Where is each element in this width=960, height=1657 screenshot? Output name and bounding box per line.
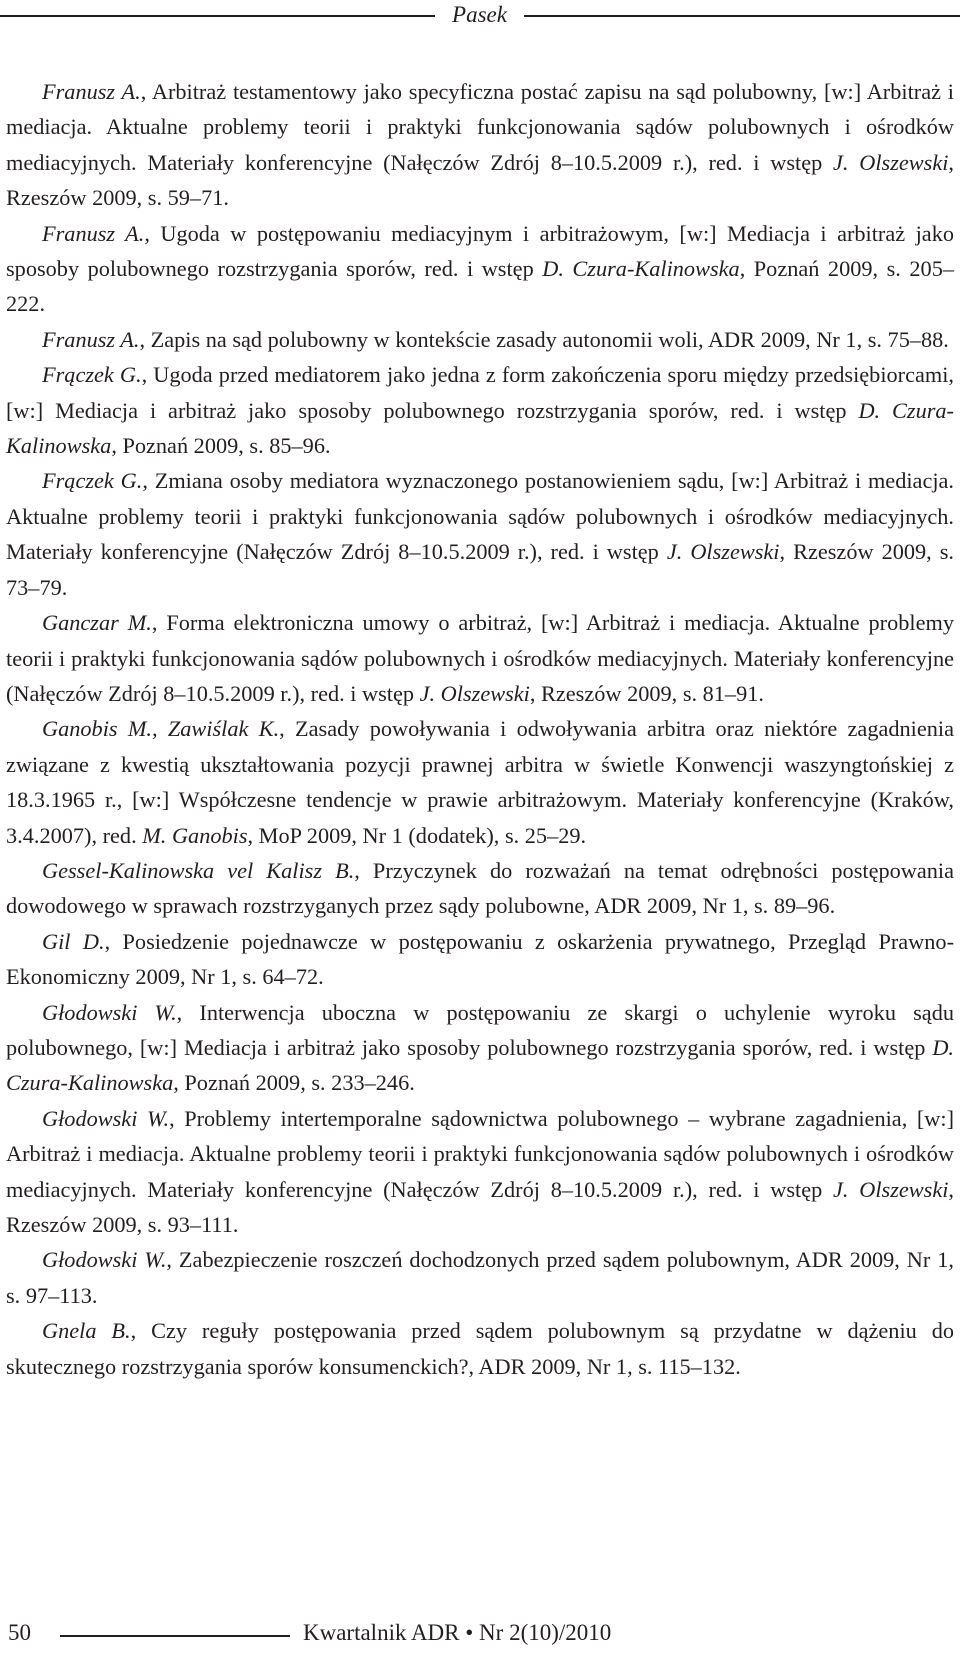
entry-editor: M. Ganobis — [142, 822, 248, 848]
entry-text: , Zasady powoływania i odwoływania arbitra oraz niektóre zagadnienia związane z kwestią ukształtowania pozycji prawnej arbitra w świetle Konwencji waszyngtońskiej z 18.3.1965 r., [w:] Współczesne tendencje w prawie arbitrażowym. Materiały konferencyjne (Kraków, 3.4.2007), red. — [6, 716, 954, 848]
entry-editor: J. Olszewski — [666, 539, 780, 565]
page-footer — [0, 1618, 960, 1654]
entry-text: , Posiedzenie pojednawcze w postępowaniu z oskarżenia prywatnego, Przegląd Prawno-Ekonomiczny 2009, Nr 1, s. 64–72. — [6, 928, 954, 990]
entry-author: Gessel-Kalinowska vel Kalisz B. — [42, 857, 355, 883]
bibliography-entry — [6, 322, 954, 357]
entry-author: Gnela B. — [42, 1318, 131, 1344]
bibliography-entry — [6, 924, 954, 995]
entry-author: Frączek G. — [42, 468, 143, 494]
bibliography-entry — [6, 216, 954, 322]
entry-author: Głodowski W. — [42, 999, 177, 1025]
journal-name: Kwartalnik ADR • Nr 2(10)/2010 — [303, 1620, 612, 1645]
entry-text: , Forma elektroniczna umowy o arbitraż, [w:] Arbitraż i mediacja. Aktualne problemy teorii i praktyki funkcjonowania sądów polubownych i ośrodków mediacyjnych. Materiały konferencyjne (Nałęczów Zdrój 8–10.5.2009 r.), red. i wstęp — [6, 610, 954, 706]
entry-author: Frączek G. — [42, 362, 142, 388]
entry-tail: , MoP 2009, Nr 1 (dodatek), s. 25–29. — [247, 822, 587, 848]
running-header — [0, 0, 960, 32]
entry-tail: , Poznań 2009, s. 85–96. — [111, 433, 331, 459]
header-rule-right — [524, 15, 960, 17]
entry-tail: , Poznań 2009, s. 233–246. — [173, 1070, 415, 1096]
bibliography-entry — [6, 711, 954, 853]
bibliography-entry — [6, 1101, 954, 1243]
entry-tail: , Rzeszów 2009, s. 73–79. — [6, 539, 955, 600]
entry-tail: , Rzeszów 2009, s. 59–71. — [6, 149, 954, 211]
bibliography-entry — [6, 605, 954, 711]
entry-author: Głodowski W. — [42, 1105, 170, 1131]
entry-editor: J. Olszewski — [419, 680, 530, 706]
entry-author: Gil D. — [42, 928, 105, 954]
entry-text: , Przyczynek do rozważań na temat odrębności postępowania dowodowego w sprawach rozstrzyganych przez sądy polubowne, ADR 2009, Nr 1, s. 89–96. — [6, 857, 954, 919]
entry-text: , Problemy intertemporalne sądownictwa polubownego – wybrane zagadnienia, [w:] Arbitraż i mediacja. Aktualne problemy teorii i praktyki funkcjonowania sądów polubownych i ośrodków mediacyjnych. Materiały konferencyjne (Nałęczów Zdrój 8–10.5.2009 r.), red. i wstęp — [6, 1105, 954, 1202]
entry-author: Ganczar M. — [42, 610, 152, 636]
entry-tail: , Poznań 2009, s. 205–222. — [6, 256, 954, 317]
entry-text: , Arbitraż testamentowy jako specyficzna postać zapisu na sąd polubowny, [w:] Arbitraż i mediacja. Aktualne problemy teorii i praktyki funkcjonowania sądów polubownych i ośrodków mediacyjnych. Materiały konferencyjne (Nałęczów Zdrój 8–10.5.2009 r.), red. i wstęp — [6, 79, 954, 175]
bibliography-entry — [6, 995, 954, 1101]
bibliography-entry — [6, 1313, 954, 1384]
entry-text: , Ugoda przed mediatorem jako jedna z form zakończenia sporu między przedsiębiorcami, [w:] Mediacja i arbitraż jako sposoby polubownego rozstrzygania sporów, red. i wstęp — [6, 362, 955, 423]
entry-author: Franusz A. — [42, 326, 140, 352]
entry-author: Głodowski W. — [42, 1247, 167, 1273]
entry-author: Ganobis M., Zawiślak K. — [42, 716, 280, 742]
entry-editor: D. Czura-Kalinowska — [6, 397, 954, 459]
entry-editor: J. Olszewski — [833, 1176, 949, 1202]
entry-text: , Interwencja uboczna w postępowaniu ze skargi o uchylenie wyroku sądu polubownego, [w:] Mediacja i arbitraż jako sposoby polubownego rozstrzygania sporów, red. i wstęp — [6, 999, 954, 1060]
bibliography-entry — [6, 463, 954, 605]
entry-editor: D. Czura-Kalinowska — [542, 256, 740, 282]
entry-editor: D. Czura-Kalinowska — [6, 1034, 954, 1096]
entry-text: , Zapis na sąd polubowny w kontekście zasady autonomii woli, ADR 2009, Nr 1, s. 75–88. — [139, 326, 949, 352]
bibliography-entry — [6, 1242, 954, 1313]
entry-tail: , Rzeszów 2009, s. 93–111. — [6, 1176, 954, 1237]
bibliography-list — [6, 74, 954, 1384]
entry-author: Franusz A. — [42, 79, 141, 104]
page-number: 50 — [8, 1620, 31, 1645]
bibliography-entry — [6, 357, 954, 463]
running-header-title: Pasek — [452, 2, 507, 27]
footer-rule — [60, 1635, 290, 1637]
bibliography-entry — [6, 74, 954, 216]
entry-text: , Czy reguły postępowania przed sądem polubownym są przydatne w dążeniu do skutecznego rozstrzygania sporów konsumenckich?, ADR 2009, Nr 1, s. 115–132. — [6, 1318, 954, 1379]
header-rule-left — [0, 15, 435, 17]
entry-text: , Zmiana osoby mediatora wyznaczonego postanowieniem sądu, [w:] Arbitraż i mediacja. Aktualne problemy teorii i praktyki funkcjonowania sądów polubownych i ośrodków mediacyjnych. Materiały konferencyjne (Nałęczów Zdrój 8–10.5.2009 r.), red. i wstęp — [6, 468, 955, 565]
entry-editor: J. Olszewski — [833, 149, 949, 175]
entry-text: , Ugoda w postępowaniu mediacyjnym i arbitrażowym, [w:] Mediacja i arbitraż jako sposoby polubownego rozstrzygania sporów, red. i wstęp — [6, 220, 954, 282]
entry-tail: , Rzeszów 2009, s. 81–91. — [529, 680, 764, 706]
entry-author: Franusz A. — [42, 220, 145, 246]
bibliography-entry — [6, 853, 954, 924]
entry-text: , Zabezpieczenie roszczeń dochodzonych przed sądem polubownym, ADR 2009, Nr 1, s. 97–113. — [6, 1247, 954, 1308]
